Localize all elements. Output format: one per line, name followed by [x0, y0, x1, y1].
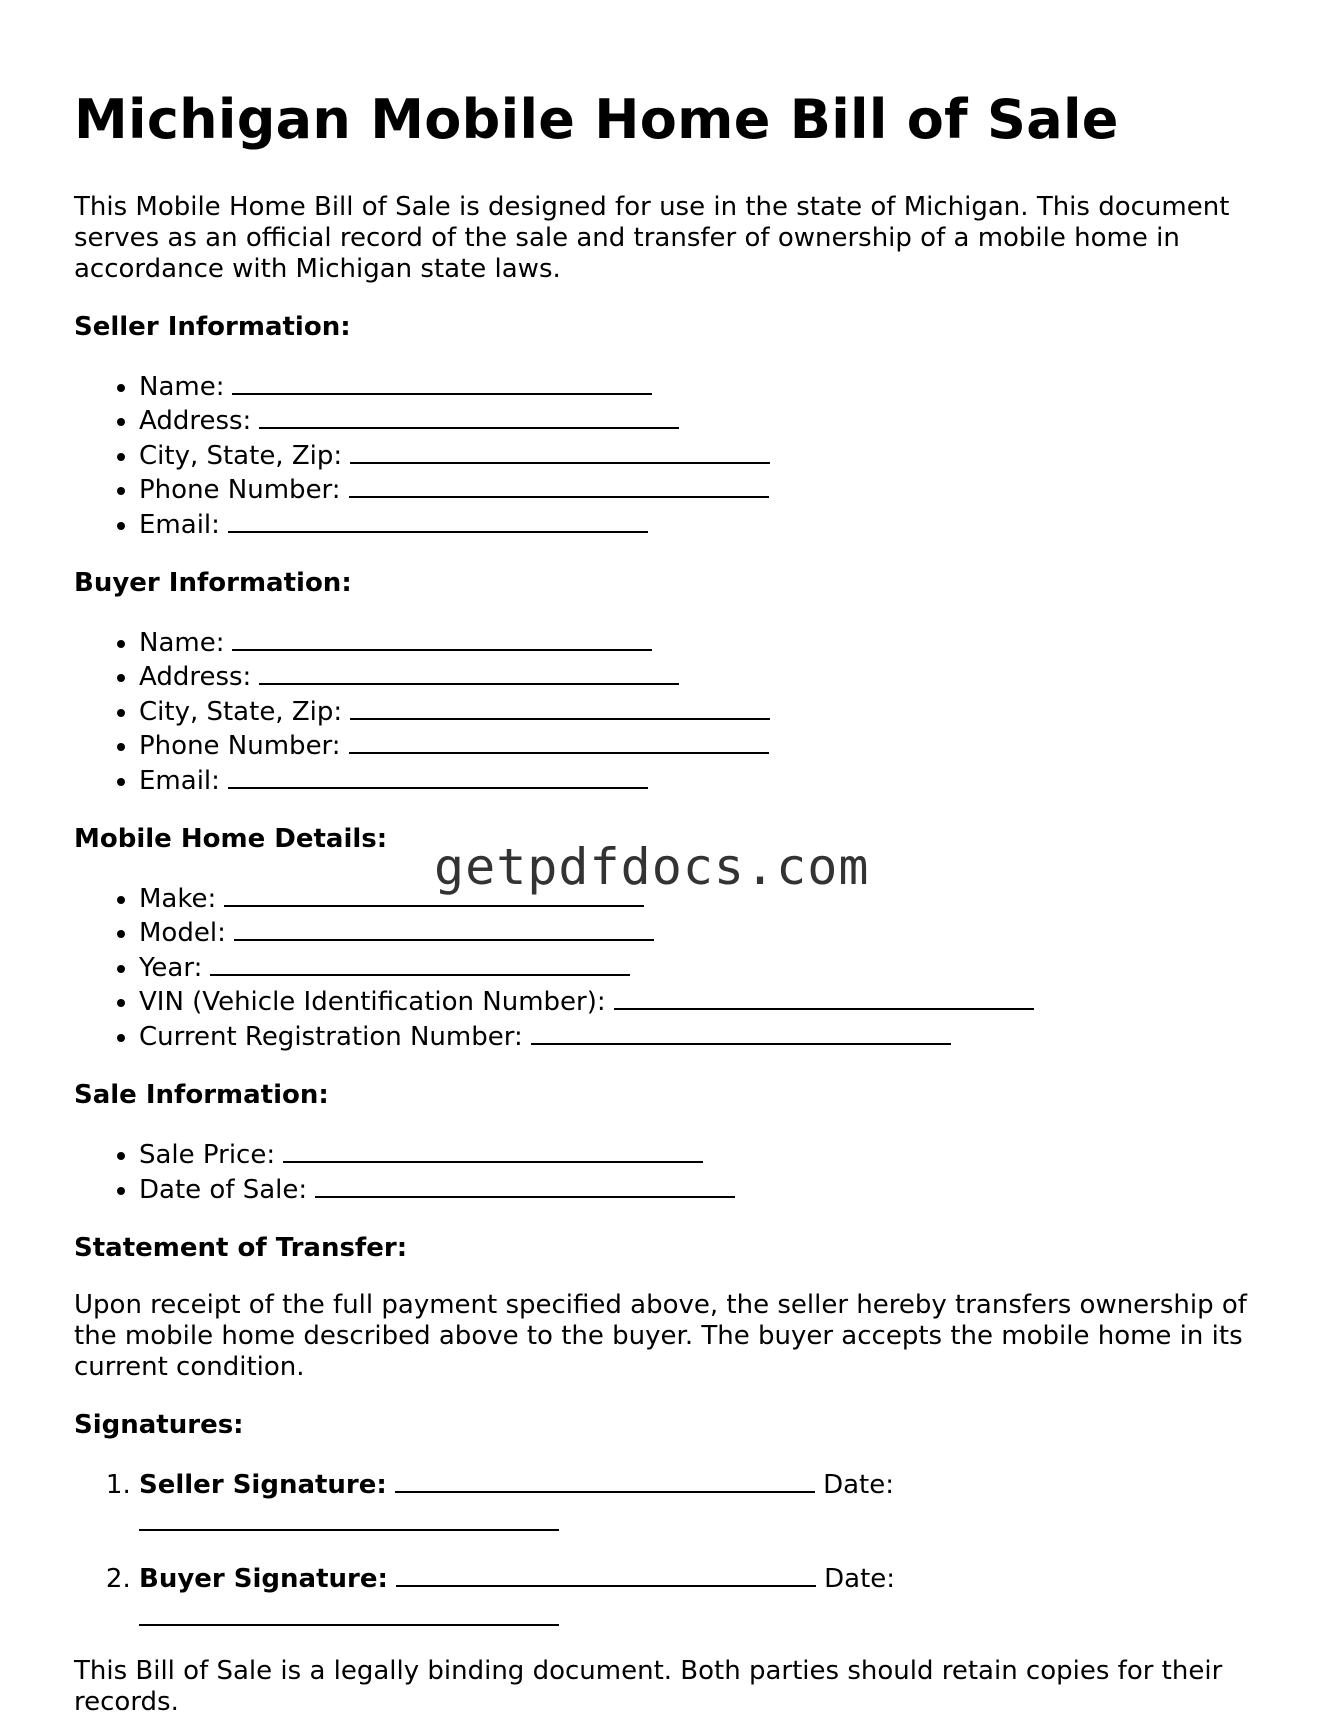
seller-date-label: Date: — [823, 1469, 894, 1500]
seller-email-blank[interactable] — [228, 507, 648, 533]
buyer-field-list — [74, 625, 1274, 797]
document-title: Michigan Mobile Home Bill of Sale — [74, 88, 1119, 151]
field-label: Name: — [139, 628, 225, 659]
seller-address-blank[interactable] — [259, 403, 679, 429]
sale-price-item — [139, 1137, 1274, 1171]
signature-list — [74, 1467, 1274, 1626]
transfer-paragraph: Upon receipt of the full payment specified above, the seller hereby transfers ownership of the mobile home described above to the buyer. The buyer accepts the mobile home in its current condition. — [74, 1289, 1247, 1382]
sale-heading: Sale Information: — [74, 1080, 329, 1111]
buyer-date-blank[interactable] — [139, 1596, 559, 1626]
home-vin-item — [139, 984, 1274, 1018]
field-label: Name: — [139, 372, 225, 402]
transfer-heading: Statement of Transfer: — [74, 1232, 408, 1263]
sale-date-blank[interactable] — [315, 1172, 735, 1198]
buyer-heading: Buyer Information: — [74, 568, 352, 599]
closing-paragraph: This Bill of Sale is a legally binding document. Both parties should retain copies for their records. — [74, 1655, 1223, 1717]
document-page — [74, 88, 1274, 1718]
buyer-email-blank[interactable] — [228, 763, 648, 789]
seller-signature-blank[interactable] — [395, 1467, 815, 1493]
seller-heading: Seller Information: — [74, 312, 351, 342]
home-model-blank[interactable] — [234, 915, 654, 941]
signatures-heading: Signatures: — [74, 1409, 244, 1440]
seller-address-item — [139, 403, 1274, 437]
seller-field-list — [74, 369, 1274, 541]
field-label: VIN (Vehicle Identification Number): — [139, 987, 606, 1018]
buyer-signature-label: Buyer Signature: — [139, 1564, 388, 1595]
buyer-address-item — [139, 659, 1274, 693]
buyer-signature-item — [139, 1561, 1274, 1625]
seller-date-blank[interactable] — [139, 1501, 559, 1531]
home-make-item — [139, 881, 1274, 915]
buyer-date-label: Date: — [824, 1564, 896, 1595]
home-make-blank[interactable] — [224, 881, 644, 907]
buyer-signature-blank[interactable] — [396, 1561, 816, 1587]
field-label: Current Registration Number: — [139, 1021, 523, 1052]
seller-phone-blank[interactable] — [349, 472, 769, 498]
field-label: Email: — [139, 509, 220, 540]
field-label: Make: — [139, 884, 217, 915]
field-label: City, State, Zip: — [139, 696, 343, 727]
home-registration-blank[interactable] — [531, 1019, 951, 1045]
field-label: Phone Number: — [139, 475, 341, 506]
field-label: Phone Number: — [139, 731, 341, 762]
seller-city-item — [139, 438, 1274, 472]
home-vin-blank[interactable] — [614, 984, 1034, 1010]
field-label: Model: — [139, 918, 226, 949]
seller-name-blank[interactable] — [232, 369, 652, 395]
sale-price-blank[interactable] — [283, 1137, 703, 1163]
sale-field-list — [74, 1137, 1274, 1206]
home-registration-item — [139, 1019, 1274, 1053]
field-label: City, State, Zip: — [139, 440, 343, 471]
home-year-item — [139, 950, 1274, 984]
sale-date-item — [139, 1172, 1274, 1206]
seller-signature-label: Seller Signature: — [139, 1469, 387, 1500]
buyer-address-blank[interactable] — [259, 659, 679, 685]
home-model-item — [139, 915, 1274, 949]
field-label: Address: — [139, 662, 252, 693]
home-field-list — [74, 881, 1274, 1053]
seller-city-blank[interactable] — [350, 438, 770, 464]
home-year-blank[interactable] — [210, 950, 630, 976]
seller-signature-item — [139, 1467, 1274, 1531]
buyer-phone-blank[interactable] — [349, 728, 769, 754]
field-label: Sale Price: — [139, 1140, 276, 1171]
field-label: Date of Sale: — [139, 1174, 308, 1205]
home-details-heading: Mobile Home Details: — [74, 824, 388, 855]
buyer-phone-item — [139, 728, 1274, 762]
watermark-text: getpdfdocs.com — [434, 838, 870, 896]
intro-paragraph: This Mobile Home Bill of Sale is designed for use in the state of Michigan. This document serves as an official record of the sale and transfer of ownership of a mobile home in accordance with Michigan state laws. — [74, 192, 1230, 284]
buyer-city-item — [139, 694, 1274, 728]
field-label: Year: — [139, 952, 203, 983]
field-label: Email: — [139, 765, 220, 796]
seller-email-item — [139, 507, 1274, 541]
seller-phone-item — [139, 472, 1274, 506]
field-label: Address: — [139, 406, 252, 437]
buyer-name-item — [139, 625, 1274, 659]
buyer-name-blank[interactable] — [232, 625, 652, 651]
seller-name-item — [139, 369, 1274, 403]
buyer-city-blank[interactable] — [350, 694, 770, 720]
buyer-email-item — [139, 763, 1274, 797]
